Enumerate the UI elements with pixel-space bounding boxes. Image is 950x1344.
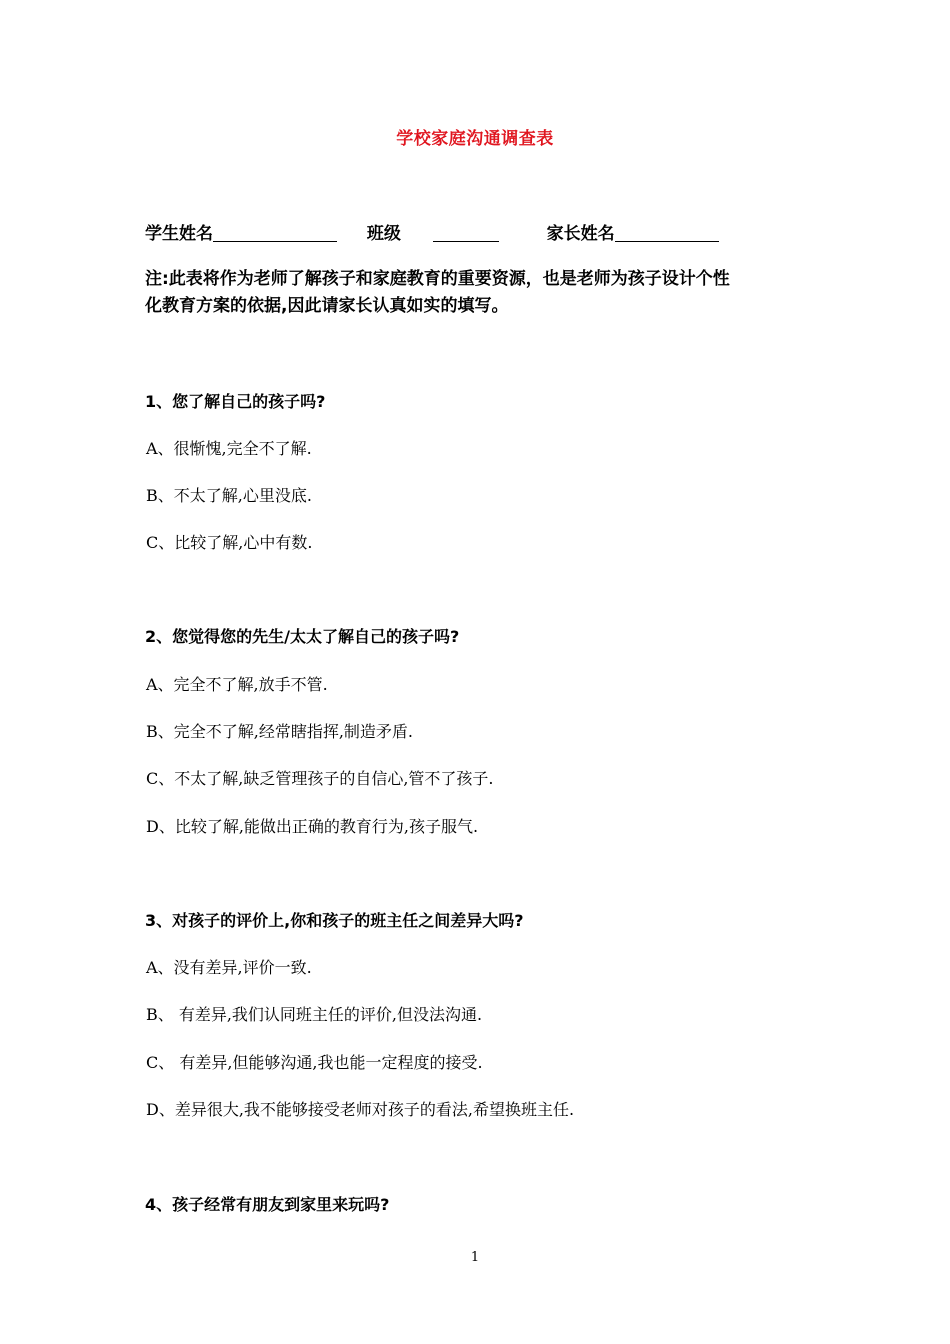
question-1-option-a: A、很惭愧,完全不了解. [146,439,312,458]
parent-name-label: 家长姓名 [546,224,615,244]
question-2: 2、您觉得您的先生/太太了解自己的孩子吗? [145,627,460,646]
question-1-option-b: B、不太了解,心里没底. [146,486,312,505]
question-4: 4、孩子经常有朋友到家里来玩吗? [145,1195,390,1214]
question-3-option-b: B、 有差异,我们认同班主任的评价,但没法沟通. [146,1005,483,1024]
question-3-option-d: D、差异很大,我不能够接受老师对孩子的看法,希望换班主任. [146,1100,575,1119]
info-row [145,219,719,244]
question-1: 1、您了解自己的孩子吗? [145,392,326,411]
parent-name-blank [615,224,719,242]
note [145,266,815,320]
question-2-option-c: C、不太了解,缺乏管理孩子的自信心,管不了孩子. [146,769,494,788]
student-name-label: 学生姓名 [145,224,213,244]
question-2-option-b: B、完全不了解,经常瞎指挥,制造矛盾. [146,722,414,741]
document-title: 学校家庭沟通调查表 [396,129,554,149]
question-3-option-c: C、 有差异,但能够沟通,我也能一定程度的接受. [146,1053,483,1072]
note-line: 化教育方案的依据,因此请家长认真如实的填写。 [145,296,509,316]
question-2-option-d: D、比较了解,能做出正确的教育行为,孩子服气. [146,817,479,836]
class-label: 班级 [366,224,401,244]
question-1-option-c: C、比较了解,心中有数. [146,533,313,552]
page-number: 1 [470,1250,480,1265]
note-line: 注:此表将作为老师了解孩子和家庭教育的重要资源，也是老师为孩子设计个性 [145,269,730,289]
question-3: 3、对孩子的评价上,你和孩子的班主任之间差异大吗? [145,911,524,930]
student-name-blank [213,224,337,242]
question-2-option-a: A、完全不了解,放手不管. [146,675,328,694]
class-blank [433,224,499,242]
question-3-option-a: A、没有差异,评价一致. [146,958,312,977]
